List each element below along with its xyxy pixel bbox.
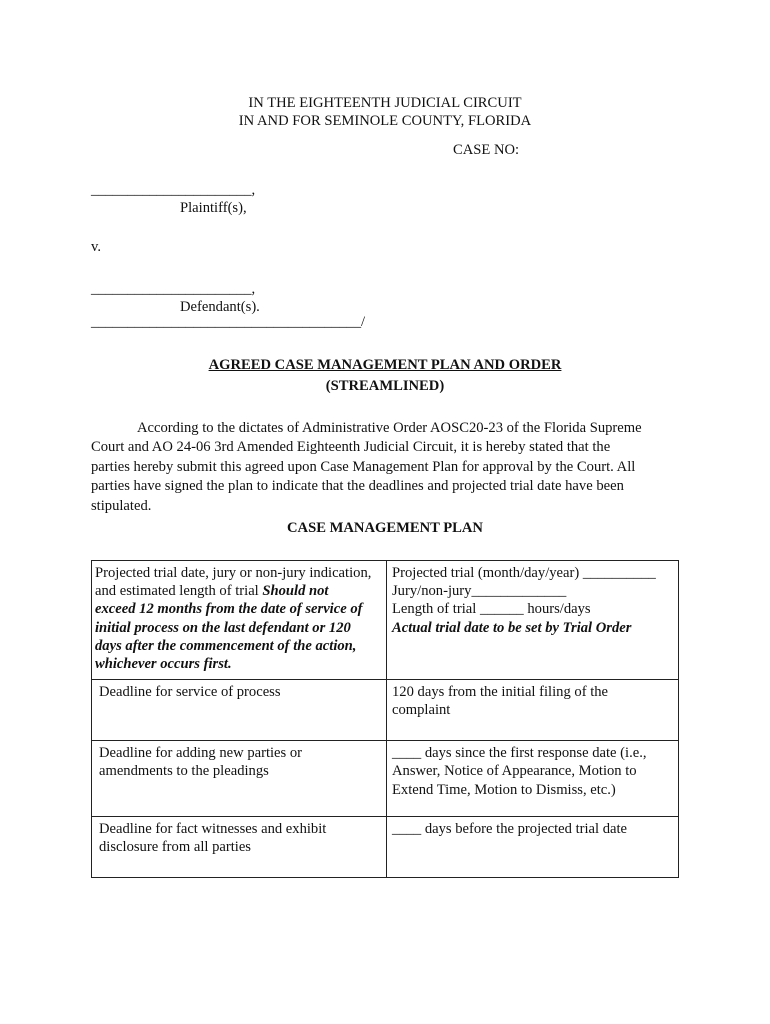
intro-paragraph: [91, 419, 671, 516]
document-title-line1: AGREED CASE MANAGEMENT PLAN AND ORDER: [208, 357, 562, 373]
table-cell: [387, 561, 679, 680]
case-management-plan-table: [91, 560, 679, 878]
cell-text: initial process on the last defendant or 120: [95, 619, 351, 636]
table-cell: [92, 817, 387, 878]
table-row: [92, 561, 679, 680]
projected-trial-date-field[interactable]: Projected trial (month/day/year) __________: [392, 565, 656, 581]
intro-line: According to the dictates of Administrative Order AOSC20-23 of the Florida Supreme: [137, 420, 642, 436]
table-row: [92, 680, 679, 741]
defendant-label: Defendant(s).: [180, 299, 260, 315]
intro-line: stipulated.: [91, 497, 152, 514]
cell-text: Deadline for adding new parties or: [99, 745, 303, 762]
days-before-trial-field[interactable]: ____ days before the projected trial date: [392, 821, 628, 838]
table-row: [92, 741, 679, 817]
cell-text: whichever occurs first.: [95, 656, 232, 673]
table-cell: [92, 561, 387, 680]
intro-line: Court and AO 24-06 3rd Amended Eighteenth Judicial Circuit, it is hereby stated that the: [91, 439, 611, 456]
cell-text: Projected trial date, jury or non-jury indication,: [95, 565, 372, 581]
days-since-response-field[interactable]: ____ days since the first response date (i.e.,: [392, 745, 647, 762]
court-name-line2: IN AND FOR SEMINOLE COUNTY, FLORIDA: [238, 113, 532, 129]
cell-text: days after the commencement of the action,: [95, 637, 357, 654]
cell-text: 120 days from the initial filing of the: [392, 684, 609, 701]
table-cell: [387, 680, 679, 741]
document-subtitle: (STREAMLINED): [325, 378, 445, 394]
cell-text: exceed 12 months from the date of service of: [95, 601, 363, 618]
table-cell: [387, 817, 679, 878]
case-number-label: CASE NO:: [453, 142, 520, 158]
cell-text: and estimated length of trial Should not: [95, 583, 329, 600]
cell-text: disclosure from all parties: [99, 839, 251, 856]
cell-text: Extend Time, Motion to Dismiss, etc.): [392, 781, 616, 798]
cell-text: amendments to the pleadings: [99, 763, 269, 780]
table-cell: [92, 741, 387, 817]
caption-closing-line: _____________________________________/: [91, 314, 366, 330]
cell-text: Deadline for fact witnesses and exhibit: [99, 821, 327, 838]
cell-text: complaint: [392, 702, 451, 719]
court-name-line1: IN THE EIGHTEENTH JUDICIAL CIRCUIT: [248, 95, 522, 111]
jury-non-jury-field[interactable]: Jury/non-jury_____________: [392, 583, 567, 600]
plan-heading: CASE MANAGEMENT PLAN: [287, 520, 483, 536]
cell-text: Answer, Notice of Appearance, Motion to: [392, 763, 637, 780]
versus-label: v.: [91, 239, 101, 255]
table-row: [92, 817, 679, 878]
cell-text: Actual trial date to be set by Trial Order: [392, 619, 632, 636]
table-cell: [92, 680, 387, 741]
intro-line: parties have signed the plan to indicate that the deadlines and projected trial date have been: [91, 478, 624, 495]
plaintiff-label: Plaintiff(s),: [180, 200, 247, 216]
table-cell: [387, 741, 679, 817]
cell-text: Deadline for service of process: [99, 684, 281, 701]
length-of-trial-field[interactable]: Length of trial ______ hours/days: [392, 601, 591, 618]
defendant-name-blank: ______________________,: [91, 281, 256, 297]
plaintiff-name-blank: ______________________,: [91, 182, 256, 198]
document-title: [0, 356, 770, 375]
intro-line: parties hereby submit this agreed upon Case Management Plan for approval by the Court. All: [91, 458, 636, 475]
